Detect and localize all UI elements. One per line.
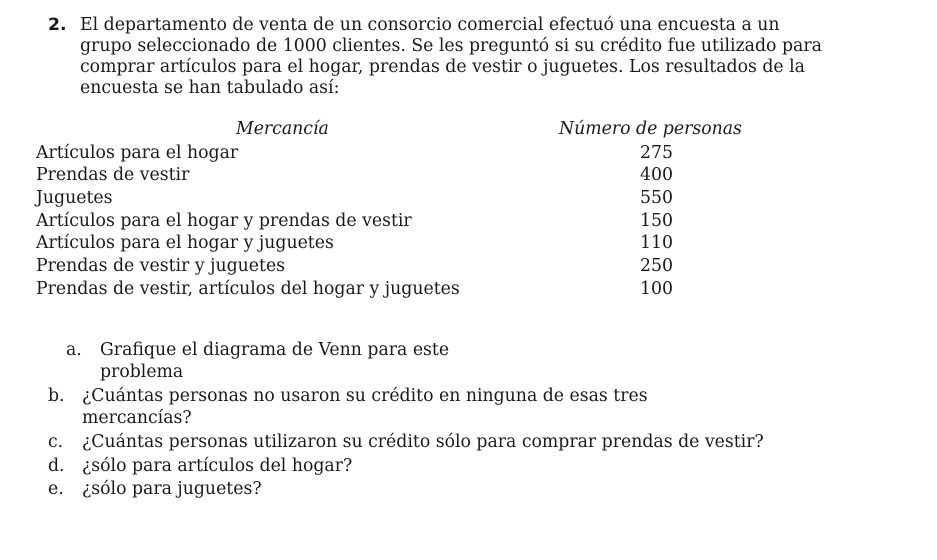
question-text: Grafique el diagrama de Venn para este — [100, 340, 450, 360]
table-row — [36, 279, 776, 300]
table-row — [36, 143, 776, 164]
row-label: Artículos para el hogar y prendas de vestir — [36, 211, 412, 231]
question-letter: b. — [48, 386, 65, 406]
question-a — [66, 340, 449, 361]
question-letter: a. — [66, 340, 82, 360]
row-value: 150 — [640, 211, 673, 231]
row-value: 550 — [640, 188, 673, 208]
question-d — [48, 456, 352, 477]
question-text: ¿sólo para artículos del hogar? — [82, 456, 353, 476]
row-value: 400 — [640, 165, 673, 185]
row-label: Prendas de vestir — [36, 165, 190, 185]
table-row — [36, 256, 776, 277]
header-people: Número de personas — [559, 119, 742, 139]
question-c — [48, 432, 764, 453]
statement-line-2: grupo seleccionado de 1000 clientes. Se les preguntó si su crédito fue utilizado para — [80, 36, 822, 56]
problem-statement — [48, 15, 926, 99]
question-text: ¿Cuántas personas no usaron su crédito en ninguna de esas tres — [82, 386, 648, 406]
question-letter: d. — [48, 456, 65, 476]
table-row — [36, 233, 776, 254]
question-text: ¿sólo para juguetes? — [82, 479, 262, 499]
question-b — [48, 386, 648, 407]
row-value: 110 — [640, 233, 673, 253]
row-value: 275 — [640, 143, 673, 163]
statement-line-1: 2. El departamento de venta de un consorcio comercial efectuó una encuesta a un — [48, 15, 780, 35]
question-text: ¿Cuántas personas utilizaron su crédito sólo para comprar prendas de vestir? — [82, 432, 764, 452]
question-a-continued: problema — [100, 362, 184, 382]
row-value: 250 — [640, 256, 673, 276]
row-label: Artículos para el hogar y juguetes — [36, 233, 334, 253]
question-letter: c. — [48, 432, 64, 452]
statement-line-3: comprar artículos para el hogar, prendas de vestir o juguetes. Los resultados de la — [80, 57, 805, 77]
table-row — [36, 188, 776, 209]
question-letter: e. — [48, 479, 64, 499]
question-e — [48, 479, 262, 500]
row-label: Juguetes — [36, 188, 113, 208]
table-row — [36, 211, 776, 232]
problem-number: 2. — [48, 15, 67, 35]
row-value: 100 — [640, 279, 673, 299]
question-b-continued: mercancías? — [82, 408, 192, 428]
table-row — [36, 165, 776, 186]
header-merchandise: Mercancía — [236, 119, 329, 139]
row-label: Artículos para el hogar — [36, 143, 239, 163]
row-label: Prendas de vestir, artículos del hogar y juguetes — [36, 279, 460, 299]
row-label: Prendas de vestir y juguetes — [36, 256, 286, 276]
statement-line-4: encuesta se han tabulado así: — [80, 78, 340, 98]
